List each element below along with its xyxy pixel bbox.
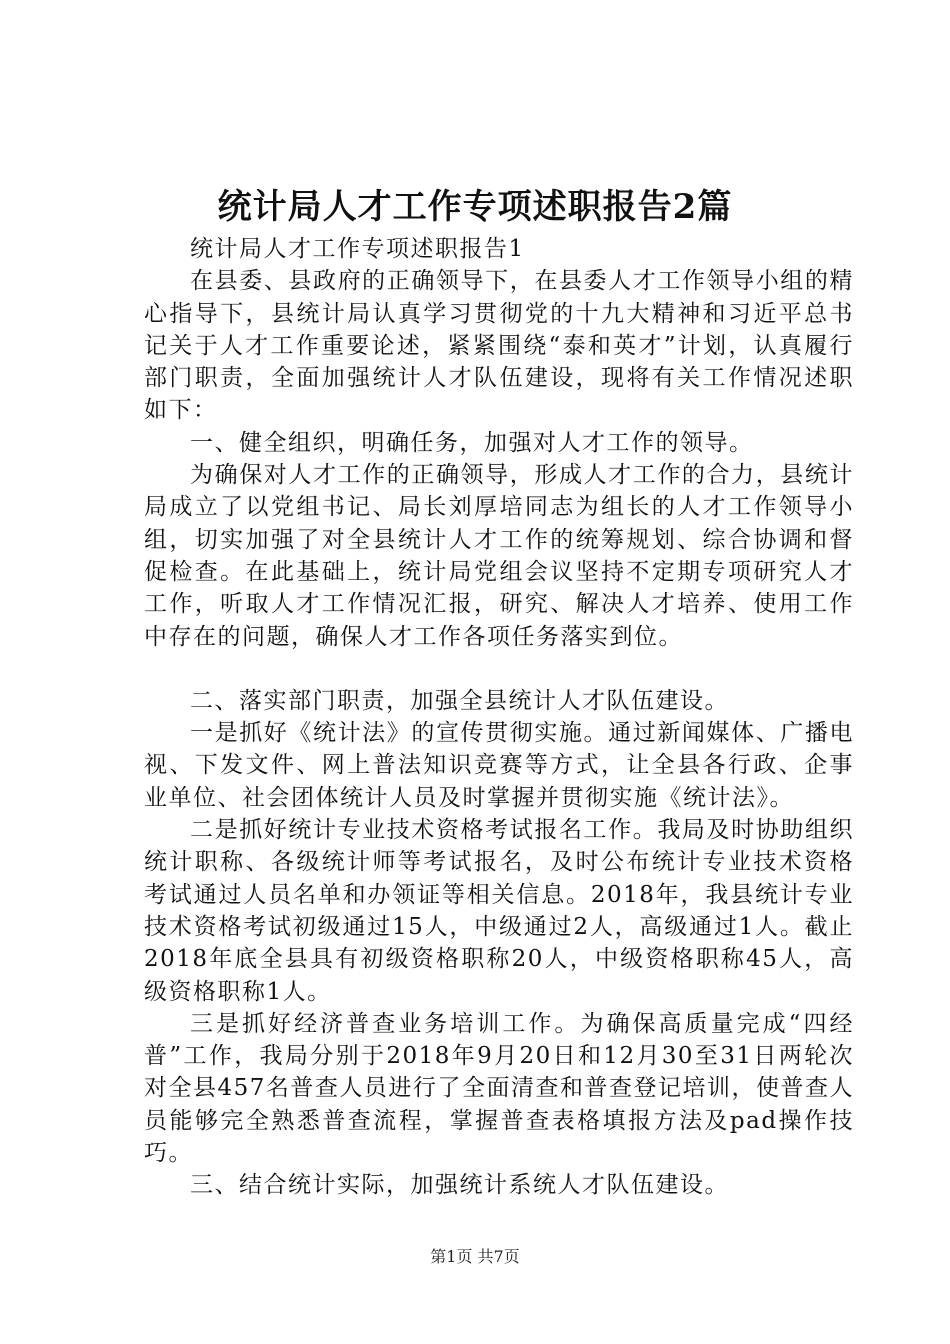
section-heading-2: 二、落实部门职责，加强全县统计人才队伍建设。	[190, 687, 729, 714]
section-1-paragraph: 为确保对人才工作的正确领导，形成人才工作的合力，县统计局成立了以党组书记、局长刘厚培同志为组长的人才工作领导小组，切实加强了对全县统计人才工作的统筹规划、综合协调和督促检查。在此基础上，统计局党组会议坚持不定期专项研究人才工作，听取人才工作情况汇报，研究、解决人才培养、使用工作中存在的问题，确保人才工作各项任务落实到位。	[144, 462, 854, 650]
document-body	[144, 233, 854, 1202]
intro-paragraph: 在县委、县政府的正确领导下，在县委人才工作领导小组的精心指导下，县统计局认真学习贯彻党的十九大精神和习近平总书记关于人才工作重要论述，紧紧围绕“泰和英才”计划，认真履行部门职责，全面加强统计人才队伍建设，现将有关工作情况述职如下：	[144, 268, 854, 424]
section-2-item-3: 三是抓好经济普查业务培训工作。为确保高质量完成“四经普”工作，我局分别于2018年9月20日和12月30至31日两轮次对全县457名普查人员进行了全面清查和普查登记培训，使普查人员能够完全熟悉普查流程，掌握普查表格填报方法及pad操作技巧。	[144, 1010, 854, 1167]
section-heading-1: 一、健全组织，明确任务，加强对人才工作的领导。	[190, 429, 754, 456]
page-number-footer: 第1页 共7页	[430, 1247, 520, 1266]
document-title: 统计局人才工作专项述职报告2篇	[217, 187, 733, 227]
section-2-item-1: 一是抓好《统计法》的宣传贯彻实施。通过新闻媒体、广播电视、下发文件、网上普法知识竞赛等方式，让全县各行政、企事业单位、社会团体统计人员及时掌握并贯彻实施《统计法》。	[144, 720, 854, 811]
section-2-item-2: 二是抓好统计专业技术资格考试报名工作。我局及时协助组织统计职称、各级统计师等考试报名，及时公布统计专业技术资格考试通过人员名单和办领证等相关信息。2018年，我县统计专业技术资格考试初级通过15人，中级通过2人，高级通过1人。截止2018年底全县具有初级资格职称20人，中级资格职称45人，高级资格职称1人。	[144, 817, 854, 1005]
report-subtitle: 统计局人才工作专项述职报告1	[190, 236, 525, 262]
section-heading-3: 三、结合统计实际，加强统计系统人才队伍建设。	[190, 1172, 729, 1199]
